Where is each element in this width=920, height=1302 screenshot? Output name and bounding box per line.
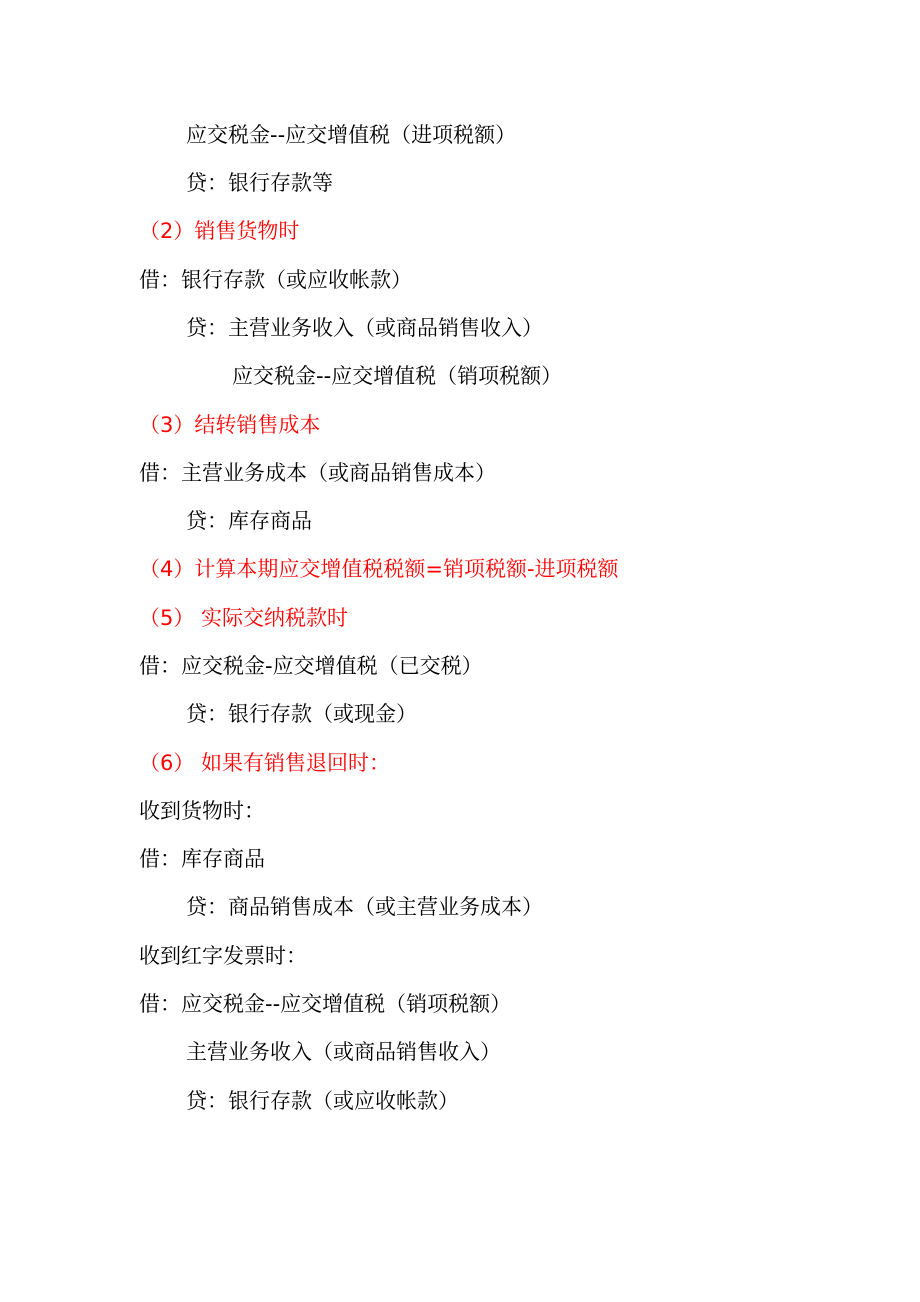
entry-line: 借：库存商品 [139, 847, 265, 871]
entry-line: 借：应交税金--应交增值税（销项税额） [139, 992, 512, 1016]
entry-line: 贷：银行存款（或应收帐款） [186, 1089, 459, 1113]
entry-line: 贷：商品销售成本（或主营业务成本） [186, 895, 543, 919]
entry-line: 主营业务收入（或商品销售收入） [186, 1040, 501, 1064]
entry-line: 贷：银行存款（或现金） [186, 702, 417, 726]
entry-line: 借：银行存款（或应收帐款） [139, 268, 412, 292]
entry-line: 应交税金--应交增值税（销项税额） [232, 364, 563, 388]
entry-line: 收到货物时： [139, 799, 265, 823]
entry-line: 贷：银行存款等 [186, 171, 333, 195]
entry-line: 借：主营业务成本（或商品销售成本） [139, 461, 496, 485]
section-heading: （2）销售货物时 [139, 219, 300, 243]
entry-line: 应交税金--应交增值税（进项税额） [186, 123, 517, 147]
entry-line: 贷：主营业务收入（或商品销售收入） [186, 316, 543, 340]
section-heading: （6） 如果有销售退回时： [139, 751, 391, 775]
entry-line: 收到红字发票时： [139, 944, 307, 968]
section-heading: （3）结转销售成本 [139, 413, 321, 437]
section-heading: （4）计算本期应交增值税税额=销项税额-进项税额 [139, 557, 619, 581]
entry-line: 贷：库存商品 [186, 509, 312, 533]
entry-line: 借：应交税金-应交增值税（已交税） [139, 654, 483, 678]
section-heading: （5） 实际交纳税款时 [139, 606, 349, 630]
